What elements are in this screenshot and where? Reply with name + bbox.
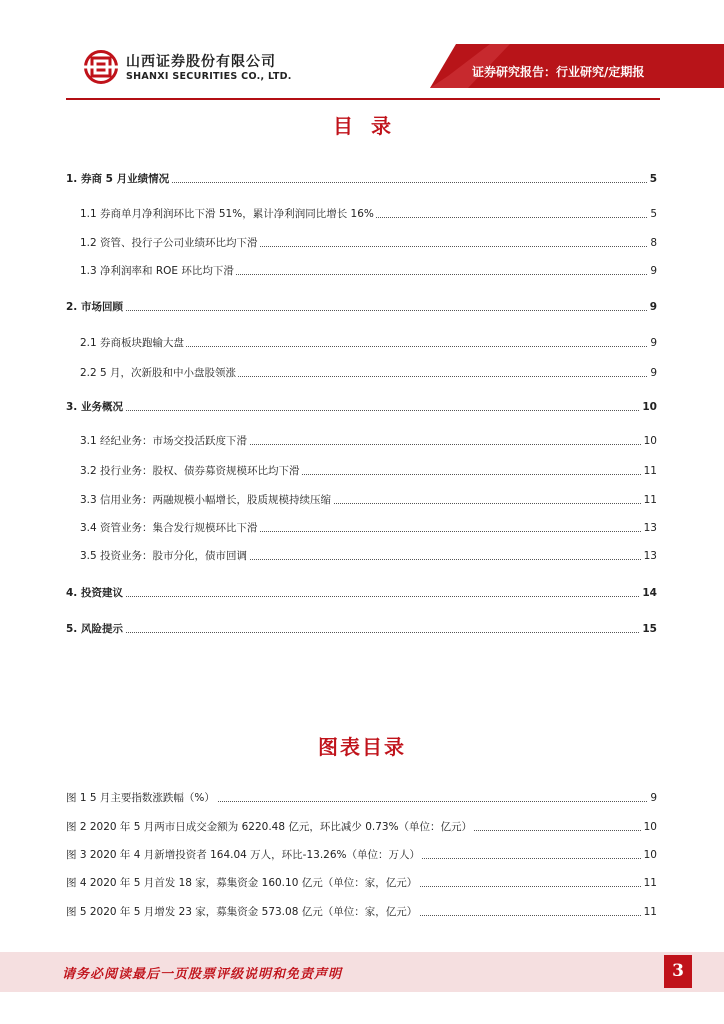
toc-entry[interactable] (0, 172, 724, 186)
entry-page-number: 9 (649, 301, 657, 313)
entry-page-number: 14 (642, 587, 657, 599)
entry-label: 3.3 信用业务：两融规模小幅增长，股质规模持续压缩 (80, 494, 332, 506)
dot-leader (66, 596, 655, 597)
toc-entry[interactable] (0, 586, 724, 600)
dot-leader (66, 310, 655, 311)
entry-page-number: 13 (643, 550, 657, 562)
figure-list-title: 图表目录 (318, 735, 406, 759)
entry-page-number: 5 (650, 208, 657, 220)
entry-label: 1.2 资管、投行子公司业绩环比均下滑 (80, 237, 258, 249)
entry-label: 2.2 5 月，次新股和中小盘股领涨 (80, 367, 237, 379)
toc-entry[interactable] (0, 434, 724, 448)
toc-entry[interactable] (0, 622, 724, 636)
entry-page-number: 8 (650, 237, 657, 249)
entry-label: 3.1 经纪业务：市场交投活跃度下滑 (80, 435, 248, 447)
figure-entry[interactable] (0, 876, 724, 890)
entry-page-number: 9 (650, 367, 657, 379)
entry-label: 1.1 券商单月净利润环比下滑 51%，累计净利润同比增长 16% (80, 208, 374, 220)
dot-leader (66, 632, 655, 633)
entry-page-number: 11 (643, 906, 657, 918)
entry-label: 3.4 资管业务：集合发行规模环比下滑 (80, 522, 258, 534)
entry-label: 3.2 投行业务：股权、债券募资规模环比均下滑 (80, 465, 300, 477)
toc-entry[interactable] (0, 300, 724, 314)
entry-label: 2. 市场回顾 (66, 301, 123, 313)
figure-entry[interactable] (0, 791, 724, 805)
report-type-label: 证券研究报告：行业研究/定期报 (472, 65, 645, 79)
toc-entry[interactable] (0, 236, 724, 250)
toc-entry[interactable] (0, 549, 724, 563)
entry-page-number: 15 (642, 623, 657, 635)
entry-label: 1.3 净利润率和 ROE 环比均下滑 (80, 265, 234, 277)
entry-page-number: 11 (643, 877, 657, 889)
entry-page-number: 10 (643, 821, 657, 833)
toc-entry[interactable] (0, 336, 724, 350)
toc-entry[interactable] (0, 400, 724, 414)
toc-entry[interactable] (0, 207, 724, 221)
entry-label: 4. 投资建议 (66, 587, 123, 599)
toc-title: 目录 (333, 114, 409, 138)
entry-page-number: 11 (643, 494, 657, 506)
company-name-en: SHANXI SECURITIES CO., LTD. (126, 71, 292, 82)
toc-entry[interactable] (0, 366, 724, 380)
page-number: 3 (664, 955, 692, 988)
footer-disclaimer: 请务必阅读最后一页股票评级说明和免责声明 (62, 967, 343, 982)
company-name-cn: 山西证券股份有限公司 (126, 54, 276, 70)
entry-label: 5. 风险提示 (66, 623, 123, 635)
entry-page-number: 10 (642, 401, 657, 413)
entry-label: 2.1 券商板块跑输大盘 (80, 337, 185, 349)
toc-entry[interactable] (0, 264, 724, 278)
entry-label: 图 3 2020 年 4 月新增投资者 164.04 万人，环比-13.26%（单位：万人） (66, 849, 421, 861)
entry-page-number: 13 (643, 522, 657, 534)
entry-page-number: 10 (643, 435, 657, 447)
figure-entry[interactable] (0, 905, 724, 919)
company-logo-icon (84, 50, 118, 84)
entry-label: 图 4 2020 年 5 月首发 18 家，募集资金 160.10 亿元（单位：家，亿元） (66, 877, 418, 889)
entry-label: 1. 券商 5 月业绩情况 (66, 173, 170, 185)
entry-label: 3. 业务概况 (66, 401, 123, 413)
toc-entry[interactable] (0, 493, 724, 507)
entry-label: 图 1 5 月主要指数涨跌幅（%） (66, 792, 215, 804)
entry-label: 图 5 2020 年 5 月增发 23 家，募集资金 573.08 亿元（单位：家，亿元） (66, 906, 418, 918)
entry-page-number: 9 (650, 792, 657, 804)
entry-label: 3.5 投资业务：股市分化，债市回调 (80, 550, 248, 562)
figure-entry[interactable] (0, 820, 724, 834)
header-divider (66, 98, 660, 100)
entry-page-number: 10 (643, 849, 657, 861)
figure-entry[interactable] (0, 848, 724, 862)
entry-page-number: 11 (643, 465, 657, 477)
toc-entry[interactable] (0, 464, 724, 478)
entry-page-number: 9 (650, 337, 657, 349)
dot-leader (66, 410, 655, 411)
entry-page-number: 9 (650, 265, 657, 277)
toc-entry[interactable] (0, 521, 724, 535)
entry-label: 图 2 2020 年 5 月两市日成交金额为 6220.48 亿元，环比减少 0.73%（单位：亿元） (66, 821, 473, 833)
entry-page-number: 5 (649, 173, 657, 185)
page-header (0, 0, 724, 100)
